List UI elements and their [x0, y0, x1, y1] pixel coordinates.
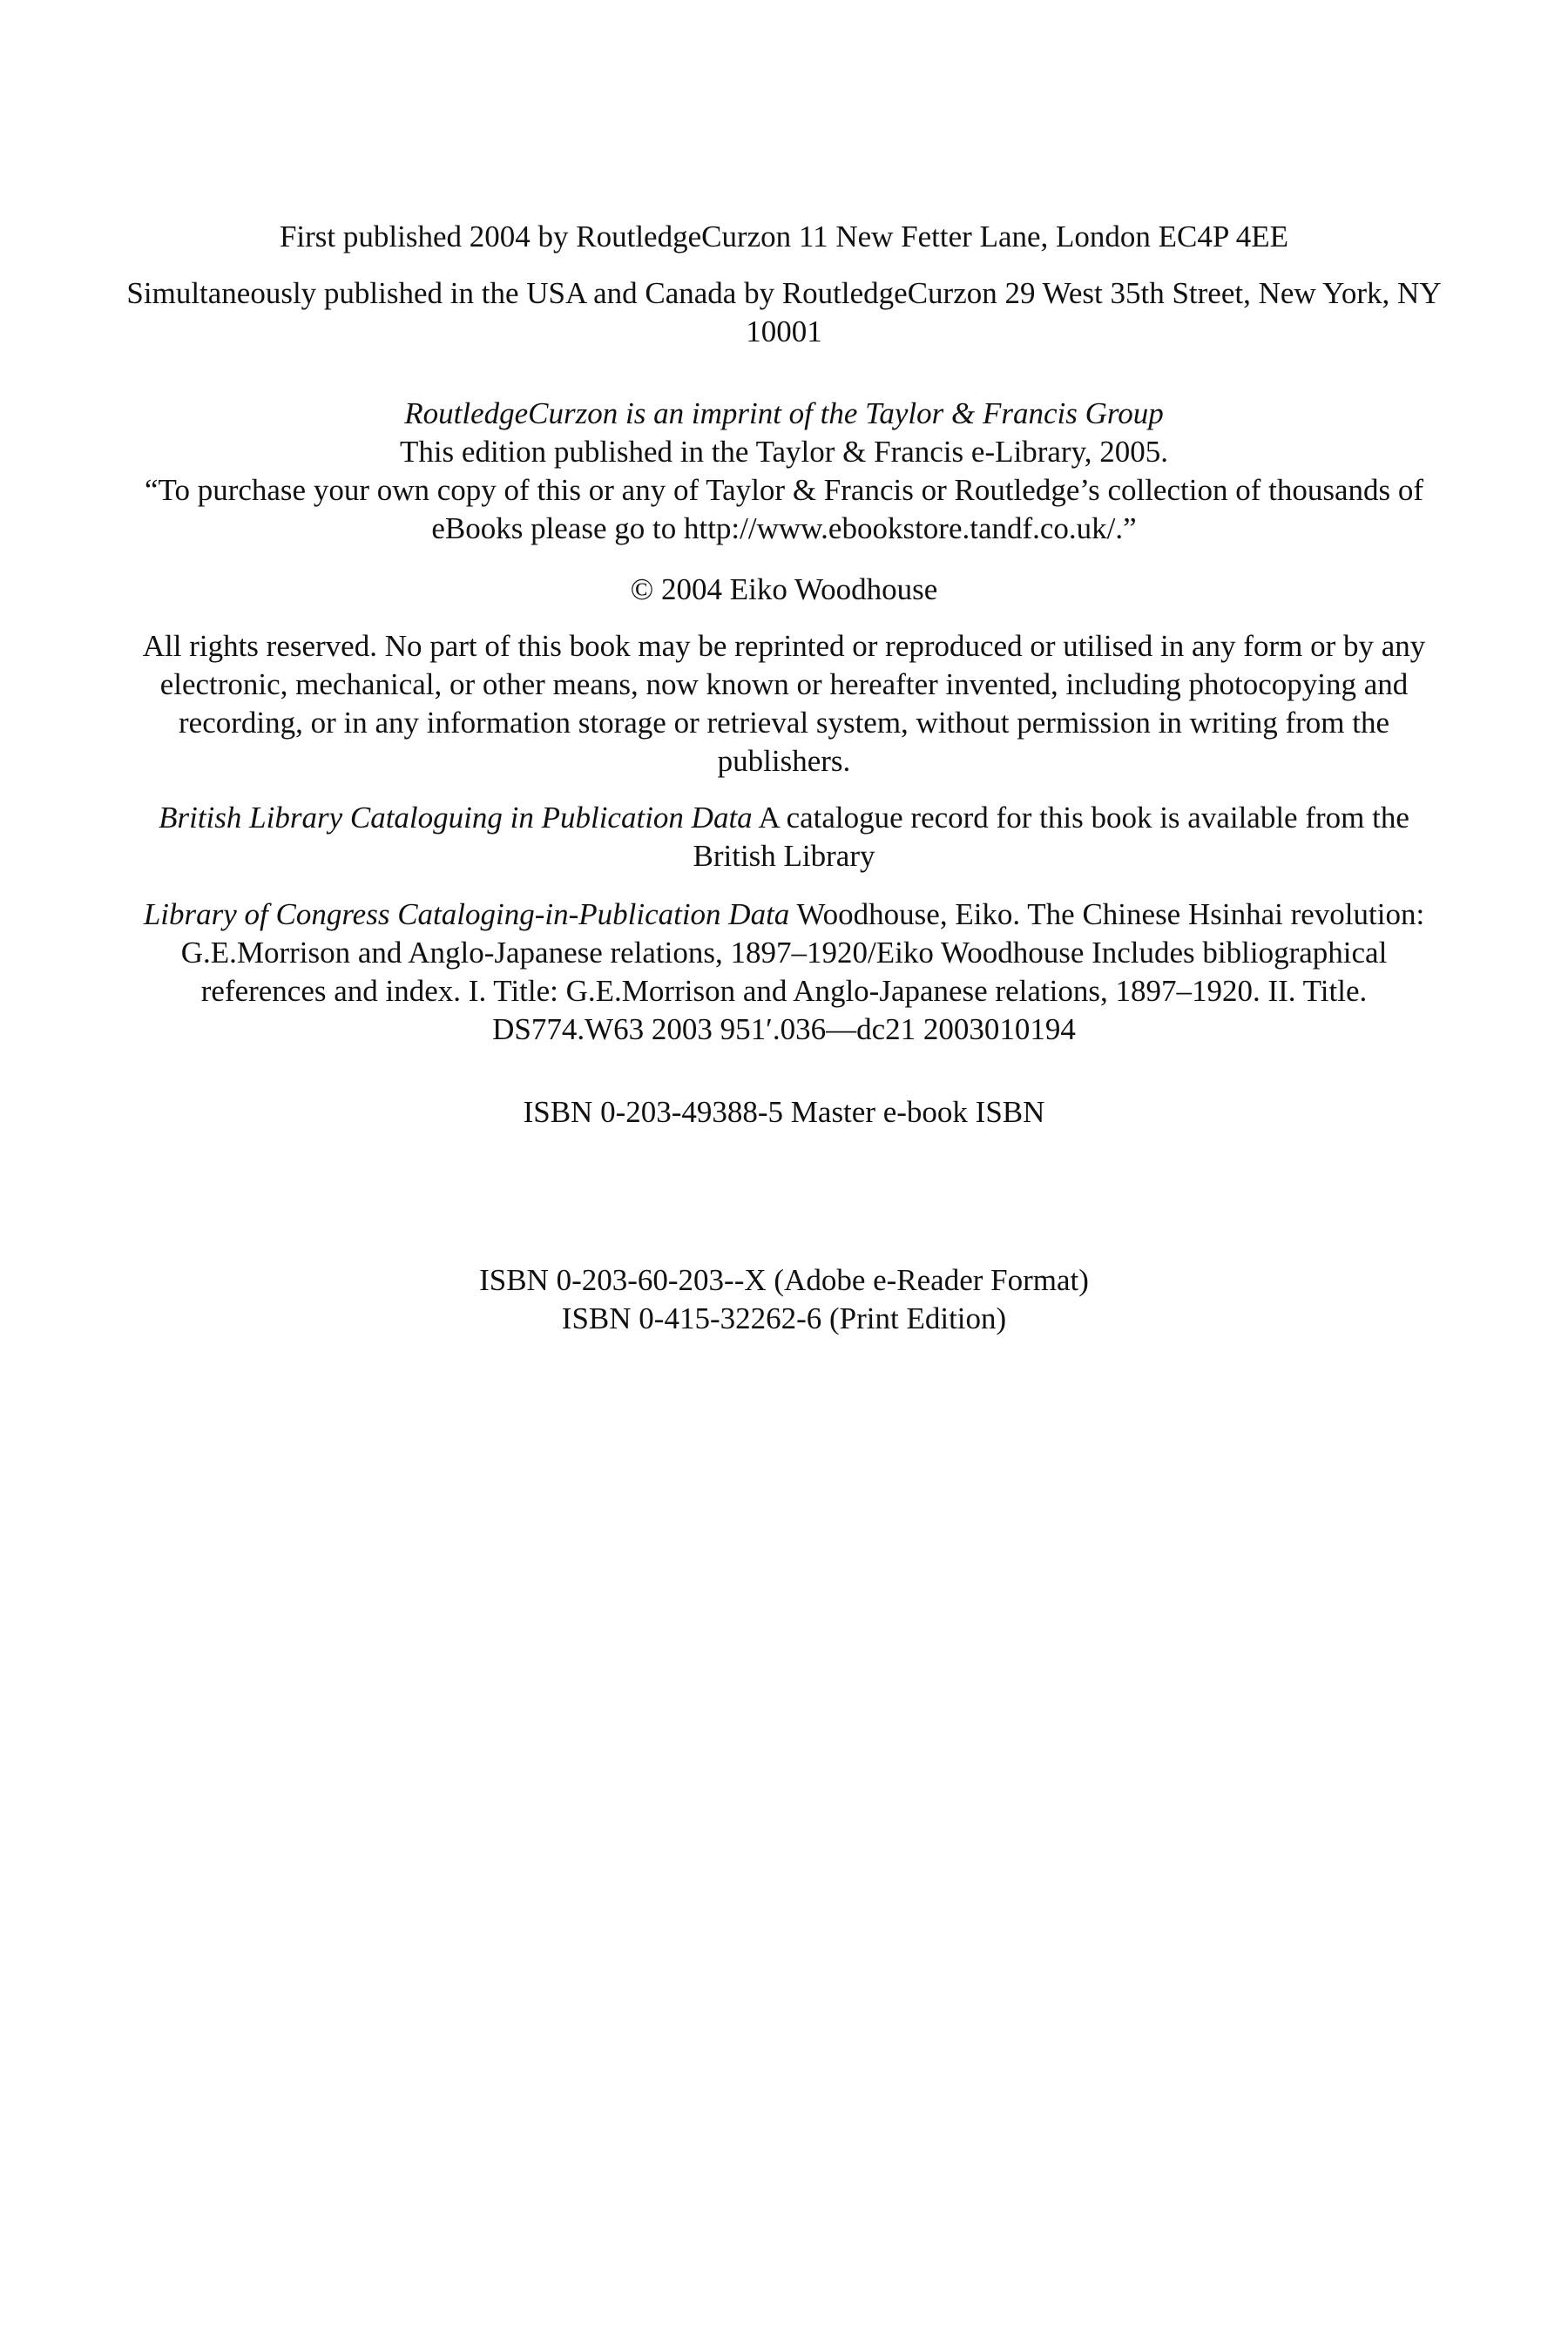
- imprint-block: [122, 395, 1446, 548]
- isbn-adobe-ereader: ISBN 0-203-60-203--X (Adobe e-Reader Format): [479, 1263, 1089, 1297]
- isbn-print-edition: ISBN 0-415-32262-6 (Print Edition): [561, 1301, 1007, 1335]
- british-library-cip: [122, 799, 1446, 875]
- usa-canada-statement: Simultaneously published in the USA and Canada by RoutledgeCurzon 29 West 35th Street, New York, NY 10001: [126, 276, 1442, 348]
- library-of-congress-cip: [122, 896, 1446, 1049]
- loc-cip-text: Woodhouse, Eiko. The Chinese Hsinhai revolution: G.E.Morrison and Anglo-Japanese relations, 1897–1920/Eiko Woodhouse Includes bibliographical references and index. I. Title: G.E.Morrison and Anglo-Japanese relations, 1897–1920. II. Title. DS774.W63 2003 951′.036—dc21 2003010194: [180, 897, 1425, 1046]
- isbn-other-formats: [122, 1261, 1446, 1338]
- purchase-notice: “To purchase your own copy of this or any of Taylor & Francis or Routledge’s collection of thousands of eBooks please go to http://www.ebookstore.tandf.co.uk/.”: [144, 473, 1424, 545]
- british-library-cip-text: A catalogue record for this book is available from the British Library: [693, 801, 1409, 873]
- isbn-master-ebook: ISBN 0-203-49388-5 Master e-book ISBN: [523, 1095, 1045, 1129]
- ebook-edition-statement: This edition published in the Taylor & Francis e-Library, 2005.: [399, 435, 1169, 469]
- copyright-notice: © 2004 Eiko Woodhouse: [630, 572, 938, 606]
- imprint-statement: RoutledgeCurzon is an imprint of the Taylor & Francis Group: [404, 396, 1164, 430]
- rights-reserved-notice: All rights reserved. No part of this book may be reprinted or reproduced or utilised in any form or by any electronic, mechanical, or other means, now known or hereafter invented, including photocopying and recording, or in any information storage or retrieval system, without permission in writing from the publishers.: [142, 629, 1426, 778]
- british-library-cip-heading: British Library Cataloguing in Publication Data: [159, 801, 753, 835]
- first-published-statement: First published 2004 by RoutledgeCurzon 11 New Fetter Lane, London EC4P 4EE: [279, 220, 1289, 253]
- loc-cip-heading: Library of Congress Cataloging-in-Publication Data: [143, 897, 790, 931]
